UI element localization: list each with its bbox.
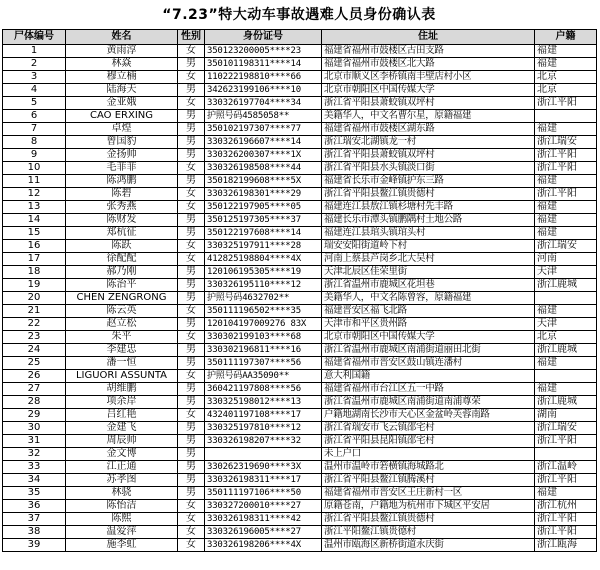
cell-id-number: 330326198301****29	[205, 188, 322, 201]
cell-gender: 男	[178, 357, 205, 370]
cell-name: 苏孝图	[66, 474, 178, 487]
cell-name: 朱平	[66, 331, 178, 344]
cell-gender: 女	[178, 305, 205, 318]
cell-name: 吕红艳	[66, 409, 178, 422]
cell-hukou: 浙江温岭	[535, 461, 597, 474]
cell-name: CHEN ZENGRONG	[66, 292, 178, 305]
cell-address: 福建省长乐市金峰镇护东三路	[322, 175, 535, 188]
cell-gender: 女	[178, 409, 205, 422]
cell-hukou: 福建	[535, 383, 597, 396]
cell-body-id: 9	[3, 149, 66, 162]
cell-address: 福建省福州市鼓楼区北大路	[322, 58, 535, 71]
cell-id-number: 330326200307****1X	[205, 149, 322, 162]
table-row	[3, 448, 597, 461]
cell-address: 河南上蔡县芦岗乡北大吴村	[322, 253, 535, 266]
cell-address: 天津市和平区贵州路	[322, 318, 535, 331]
cell-gender: 男	[178, 84, 205, 97]
cell-address: 浙江省温州市鹿城区花坦巷	[322, 279, 535, 292]
cell-body-id: 6	[3, 110, 66, 123]
cell-hukou	[535, 448, 597, 461]
table-row	[3, 292, 597, 305]
cell-name: 毛菲菲	[66, 162, 178, 175]
table-row	[3, 383, 597, 396]
cell-address: 意大利国籍	[322, 370, 535, 383]
header-address: 住址	[322, 30, 535, 45]
table-row	[3, 357, 597, 370]
cell-body-id: 7	[3, 123, 66, 136]
cell-hukou: 天津	[535, 266, 597, 279]
table-row	[3, 396, 597, 409]
table-row	[3, 123, 597, 136]
cell-hukou: 浙江平阳	[535, 435, 597, 448]
table-row	[3, 58, 597, 71]
table-row	[3, 188, 597, 201]
cell-gender: 男	[178, 227, 205, 240]
victims-table	[2, 29, 597, 552]
cell-gender: 女	[178, 370, 205, 383]
spreadsheet	[2, 2, 596, 552]
cell-gender: 女	[178, 513, 205, 526]
cell-hukou: 北京	[535, 71, 597, 84]
cell-body-id: 31	[3, 435, 66, 448]
cell-id-number: 护照号码AA35090**	[205, 370, 322, 383]
cell-body-id: 32	[3, 448, 66, 461]
cell-name: 金文博	[66, 448, 178, 461]
cell-name: 陈财发	[66, 214, 178, 227]
cell-address: 浙江省温州市鹿城区南浦街道丽田北街	[322, 344, 535, 357]
cell-id-number: 330327200010****27	[205, 500, 322, 513]
cell-gender: 男	[178, 448, 205, 461]
cell-gender: 女	[178, 188, 205, 201]
cell-id-number: 护照号码4632702**	[205, 292, 322, 305]
cell-name: 项余岸	[66, 396, 178, 409]
table-row	[3, 110, 597, 123]
cell-name: 郝乃刚	[66, 266, 178, 279]
cell-id-number: 护照号码4585058**	[205, 110, 322, 123]
cell-address: 浙江省平阳县水头镇淡口街	[322, 162, 535, 175]
cell-body-id: 16	[3, 240, 66, 253]
table-row	[3, 435, 597, 448]
cell-name: 施李虹	[66, 539, 178, 552]
cell-gender: 女	[178, 500, 205, 513]
cell-gender: 男	[178, 214, 205, 227]
cell-address: 福建晋安区福飞北路	[322, 305, 535, 318]
cell-hukou: 浙江瓯海	[535, 539, 597, 552]
cell-address: 浙江省瑞安市飞云镇邵宅村	[322, 422, 535, 435]
cell-hukou: 湖南	[535, 409, 597, 422]
cell-address: 福建省福州市台江区五一中路	[322, 383, 535, 396]
cell-body-id: 13	[3, 201, 66, 214]
table-row	[3, 266, 597, 279]
table-row	[3, 175, 597, 188]
cell-hukou: 福建	[535, 175, 597, 188]
table-row	[3, 474, 597, 487]
table-row	[3, 318, 597, 331]
cell-name: 林焱	[66, 58, 178, 71]
cell-hukou: 浙江鹿城	[535, 396, 597, 409]
cell-gender: 男	[178, 318, 205, 331]
table-row	[3, 344, 597, 357]
cell-body-id: 5	[3, 97, 66, 110]
header-row	[3, 30, 597, 45]
table-row	[3, 331, 597, 344]
cell-id-number: 330326198206****4X	[205, 539, 322, 552]
cell-address: 浙江省平阳县萧蛟镇双坪村	[322, 97, 535, 110]
cell-address: 福建连江县敖江镇杉塘村先丰路	[322, 201, 535, 214]
cell-gender: 男	[178, 266, 205, 279]
cell-address: 天津北辰区佳荣里街	[322, 266, 535, 279]
table-row	[3, 526, 597, 539]
cell-id-number: 330326196005****27	[205, 526, 322, 539]
cell-body-id: 39	[3, 539, 66, 552]
cell-hukou: 浙江平阳	[535, 526, 597, 539]
table-row	[3, 487, 597, 500]
cell-address: 福建连江县琯头镇琯头村	[322, 227, 535, 240]
cell-body-id: 27	[3, 383, 66, 396]
cell-body-id: 3	[3, 71, 66, 84]
cell-body-id: 25	[3, 357, 66, 370]
cell-hukou: 福建	[535, 357, 597, 370]
cell-id-number: 342623199106****10	[205, 84, 322, 97]
cell-name: 陈云英	[66, 305, 178, 318]
cell-body-id: 18	[3, 266, 66, 279]
cell-gender: 男	[178, 110, 205, 123]
cell-gender: 男	[178, 175, 205, 188]
cell-id-number: 350101198311****14	[205, 58, 322, 71]
cell-hukou: 浙江平阳	[535, 162, 597, 175]
cell-name: 陈熙	[66, 513, 178, 526]
cell-hukou: 浙江瑞安	[535, 240, 597, 253]
cell-hukou: 浙江平阳	[535, 188, 597, 201]
cell-hukou: 河南	[535, 253, 597, 266]
cell-address: 浙江省平阳县昆阳镇邵宅村	[322, 435, 535, 448]
cell-body-id: 37	[3, 513, 66, 526]
cell-hukou: 天津	[535, 318, 597, 331]
cell-hukou: 浙江瑞安	[535, 136, 597, 149]
cell-hukou: 福建	[535, 487, 597, 500]
header-id-number: 身份证号	[205, 30, 322, 45]
cell-id-number: 120106195305****19	[205, 266, 322, 279]
table-row	[3, 279, 597, 292]
cell-id-number: 350111197307****56	[205, 357, 322, 370]
cell-body-id: 38	[3, 526, 66, 539]
cell-address: 浙江省温州市鹿城区南浦街道南浦尊荣	[322, 396, 535, 409]
table-row	[3, 513, 597, 526]
table-row	[3, 214, 597, 227]
cell-id-number: 350122197608****14	[205, 227, 322, 240]
cell-id-number: 350123200005****23	[205, 45, 322, 58]
cell-address: 美籍华人，中文名曹尔星，原籍福建	[322, 110, 535, 123]
cell-name: 张秀燕	[66, 201, 178, 214]
cell-body-id: 19	[3, 279, 66, 292]
table-body	[3, 45, 597, 552]
header-name: 姓名	[66, 30, 178, 45]
cell-id-number: 330326198207****32	[205, 435, 322, 448]
table-row	[3, 240, 597, 253]
cell-body-id: 29	[3, 409, 66, 422]
cell-gender: 女	[178, 240, 205, 253]
cell-id-number: 330302196811****16	[205, 344, 322, 357]
cell-id-number: 330325197911****28	[205, 240, 322, 253]
cell-hukou: 浙江杭州	[535, 500, 597, 513]
table-row	[3, 97, 597, 110]
cell-hukou: 浙江平阳	[535, 513, 597, 526]
table-row	[3, 84, 597, 97]
cell-address: 福建长乐市潭头镇鹏隅村土地公路	[322, 214, 535, 227]
cell-id-number: 330325198012****13	[205, 396, 322, 409]
cell-address: 北京市朝阳区中国传媒大学	[322, 84, 535, 97]
cell-name: 金亚娥	[66, 97, 178, 110]
cell-id-number: 330326198311****17	[205, 474, 322, 487]
table-row	[3, 461, 597, 474]
cell-name: 陈碧	[66, 188, 178, 201]
cell-name: 赵立松	[66, 318, 178, 331]
cell-body-id: 8	[3, 136, 66, 149]
cell-id-number: 350125197305****37	[205, 214, 322, 227]
cell-hukou: 福建	[535, 227, 597, 240]
header-id: 尸体编号	[3, 30, 66, 45]
cell-gender: 男	[178, 123, 205, 136]
table-row	[3, 253, 597, 266]
cell-address: 福建省福州市鼓楼区湖东路	[322, 123, 535, 136]
cell-hukou	[535, 292, 597, 305]
cell-gender: 女	[178, 162, 205, 175]
cell-gender: 男	[178, 136, 205, 149]
cell-gender: 男	[178, 435, 205, 448]
cell-body-id: 22	[3, 318, 66, 331]
table-row	[3, 539, 597, 552]
cell-hukou: 浙江鹿城	[535, 279, 597, 292]
cell-gender: 男	[178, 474, 205, 487]
cell-gender: 男	[178, 396, 205, 409]
cell-gender: 男	[178, 58, 205, 71]
cell-body-id: 21	[3, 305, 66, 318]
cell-address: 福建省福州市鼓楼区古田支路	[322, 45, 535, 58]
cell-name: 胡维鹏	[66, 383, 178, 396]
cell-name: 李建忠	[66, 344, 178, 357]
cell-hukou: 福建	[535, 58, 597, 71]
cell-gender: 女	[178, 71, 205, 84]
cell-body-id: 28	[3, 396, 66, 409]
cell-hukou: 浙江平阳	[535, 97, 597, 110]
cell-address: 福建省福州市晋安区鼓山镇连潘村	[322, 357, 535, 370]
cell-body-id: 23	[3, 331, 66, 344]
cell-address: 浙江瑞安北湖镇龙一村	[322, 136, 535, 149]
cell-name: 陆海天	[66, 84, 178, 97]
cell-hukou: 福建	[535, 123, 597, 136]
cell-address: 温州市温岭市箬横镇海城路北	[322, 461, 535, 474]
cell-id-number: 120104197009276 83X	[205, 318, 322, 331]
cell-body-id: 15	[3, 227, 66, 240]
cell-id-number: 110222198810****66	[205, 71, 322, 84]
table-row	[3, 162, 597, 175]
cell-gender: 女	[178, 331, 205, 344]
cell-id-number: 330325197810****12	[205, 422, 322, 435]
cell-address: 浙江平阳鳌江镇贵德村	[322, 526, 535, 539]
table-row	[3, 136, 597, 149]
cell-body-id: 35	[3, 487, 66, 500]
cell-hukou: 浙江瑞安	[535, 422, 597, 435]
table-title: “7.23”特大动车事故遇难人员身份确认表	[162, 7, 436, 23]
cell-name: 金建飞	[66, 422, 178, 435]
cell-name: 温爱萍	[66, 526, 178, 539]
cell-gender: 女	[178, 526, 205, 539]
cell-address: 原籍苍南，户籍地为杭州市下城区平安居	[322, 500, 535, 513]
cell-hukou: 北京	[535, 331, 597, 344]
cell-gender: 女	[178, 539, 205, 552]
table-row	[3, 370, 597, 383]
cell-id-number: 350111197106****50	[205, 487, 322, 500]
cell-name: LIGUORI ASSUNTA	[66, 370, 178, 383]
cell-address: 福建省福州市晋安区王庄新村一区	[322, 487, 535, 500]
cell-gender: 男	[178, 344, 205, 357]
cell-hukou: 浙江平阳	[535, 474, 597, 487]
cell-id-number	[205, 448, 322, 461]
cell-address: 美籍华人，中文名陈曾容，原籍福建	[322, 292, 535, 305]
cell-name: 林骁	[66, 487, 178, 500]
cell-address: 浙江省平阳县鳌江镇贵德村	[322, 188, 535, 201]
cell-gender: 女	[178, 253, 205, 266]
cell-address: 温州市瓯海区新桥街道永庆街	[322, 539, 535, 552]
cell-gender: 男	[178, 422, 205, 435]
cell-address: 北京市顺义区李桥镇南丰壁店村小区	[322, 71, 535, 84]
cell-id-number: 330326196607****14	[205, 136, 322, 149]
cell-name: 陈怡洁	[66, 500, 178, 513]
cell-name: 郑杭征	[66, 227, 178, 240]
cell-name: 江正通	[66, 461, 178, 474]
cell-hukou: 福建	[535, 45, 597, 58]
cell-id-number: 330262319690****3X	[205, 461, 322, 474]
cell-name: CAO ERXING	[66, 110, 178, 123]
cell-gender: 女	[178, 201, 205, 214]
cell-hukou	[535, 370, 597, 383]
cell-id-number: 330326195110****12	[205, 279, 322, 292]
cell-hukou: 福建	[535, 305, 597, 318]
cell-body-id: 12	[3, 188, 66, 201]
cell-address: 瑞安安阳街道岭下村	[322, 240, 535, 253]
cell-body-id: 26	[3, 370, 66, 383]
cell-name: 陈鸿鹏	[66, 175, 178, 188]
cell-gender: 男	[178, 461, 205, 474]
cell-id-number: 350122197905****05	[205, 201, 322, 214]
cell-hukou: 浙江平阳	[535, 149, 597, 162]
table-row	[3, 500, 597, 513]
cell-body-id: 17	[3, 253, 66, 266]
cell-body-id: 4	[3, 84, 66, 97]
table-row	[3, 71, 597, 84]
cell-id-number: 350182199608****5X	[205, 175, 322, 188]
cell-body-id: 30	[3, 422, 66, 435]
table-row	[3, 422, 597, 435]
cell-address: 浙江省平阳县鳌江镇腾溪村	[322, 474, 535, 487]
cell-address: 户籍地湖南长沙市天心区金盆岭芙蓉南路	[322, 409, 535, 422]
cell-name: 陈跃	[66, 240, 178, 253]
cell-gender: 男	[178, 279, 205, 292]
cell-id-number: 330326198311****42	[205, 513, 322, 526]
header-gender: 性别	[178, 30, 205, 45]
cell-body-id: 24	[3, 344, 66, 357]
cell-address: 未上户口	[322, 448, 535, 461]
cell-name: 潘一恒	[66, 357, 178, 370]
cell-name: 穆立楠	[66, 71, 178, 84]
cell-body-id: 33	[3, 461, 66, 474]
cell-body-id: 14	[3, 214, 66, 227]
table-row	[3, 201, 597, 214]
cell-id-number: 350111196502****35	[205, 305, 322, 318]
cell-name: 周辰帅	[66, 435, 178, 448]
cell-gender: 男	[178, 292, 205, 305]
cell-body-id: 34	[3, 474, 66, 487]
table-row	[3, 409, 597, 422]
cell-name: 金扬帅	[66, 149, 178, 162]
cell-name: 曾国豹	[66, 136, 178, 149]
table-row	[3, 45, 597, 58]
cell-body-id: 2	[3, 58, 66, 71]
cell-hukou	[535, 110, 597, 123]
cell-hukou: 福建	[535, 214, 597, 227]
cell-id-number: 360421197808****56	[205, 383, 322, 396]
cell-hukou: 福建	[535, 201, 597, 214]
cell-name: 徐配配	[66, 253, 178, 266]
cell-name: 黄雨淳	[66, 45, 178, 58]
cell-body-id: 36	[3, 500, 66, 513]
cell-address: 北京市朝阳区中国传媒大学	[322, 331, 535, 344]
cell-gender: 女	[178, 97, 205, 110]
table-row	[3, 227, 597, 240]
cell-address: 浙江省平阳县萧蛟镇双坪村	[322, 149, 535, 162]
table-row	[3, 149, 597, 162]
cell-id-number: 330326197704****34	[205, 97, 322, 110]
cell-hukou: 浙江鹿城	[535, 344, 597, 357]
cell-gender: 女	[178, 45, 205, 58]
cell-name: 陈治平	[66, 279, 178, 292]
cell-id-number: 330302199103****68	[205, 331, 322, 344]
cell-id-number: 330326198508****44	[205, 162, 322, 175]
cell-gender: 男	[178, 383, 205, 396]
cell-address: 浙江省平阳县鳌江镇贵德村	[322, 513, 535, 526]
cell-id-number: 432401197108****17	[205, 409, 322, 422]
cell-name: 卓煌	[66, 123, 178, 136]
cell-id-number: 350102197307****77	[205, 123, 322, 136]
cell-body-id: 1	[3, 45, 66, 58]
cell-gender: 男	[178, 487, 205, 500]
cell-body-id: 20	[3, 292, 66, 305]
table-row	[3, 305, 597, 318]
header-hukou: 户籍	[535, 30, 597, 45]
cell-gender: 男	[178, 149, 205, 162]
cell-body-id: 11	[3, 175, 66, 188]
cell-id-number: 412825198804****4X	[205, 253, 322, 266]
cell-hukou: 北京	[535, 84, 597, 97]
cell-body-id: 10	[3, 162, 66, 175]
